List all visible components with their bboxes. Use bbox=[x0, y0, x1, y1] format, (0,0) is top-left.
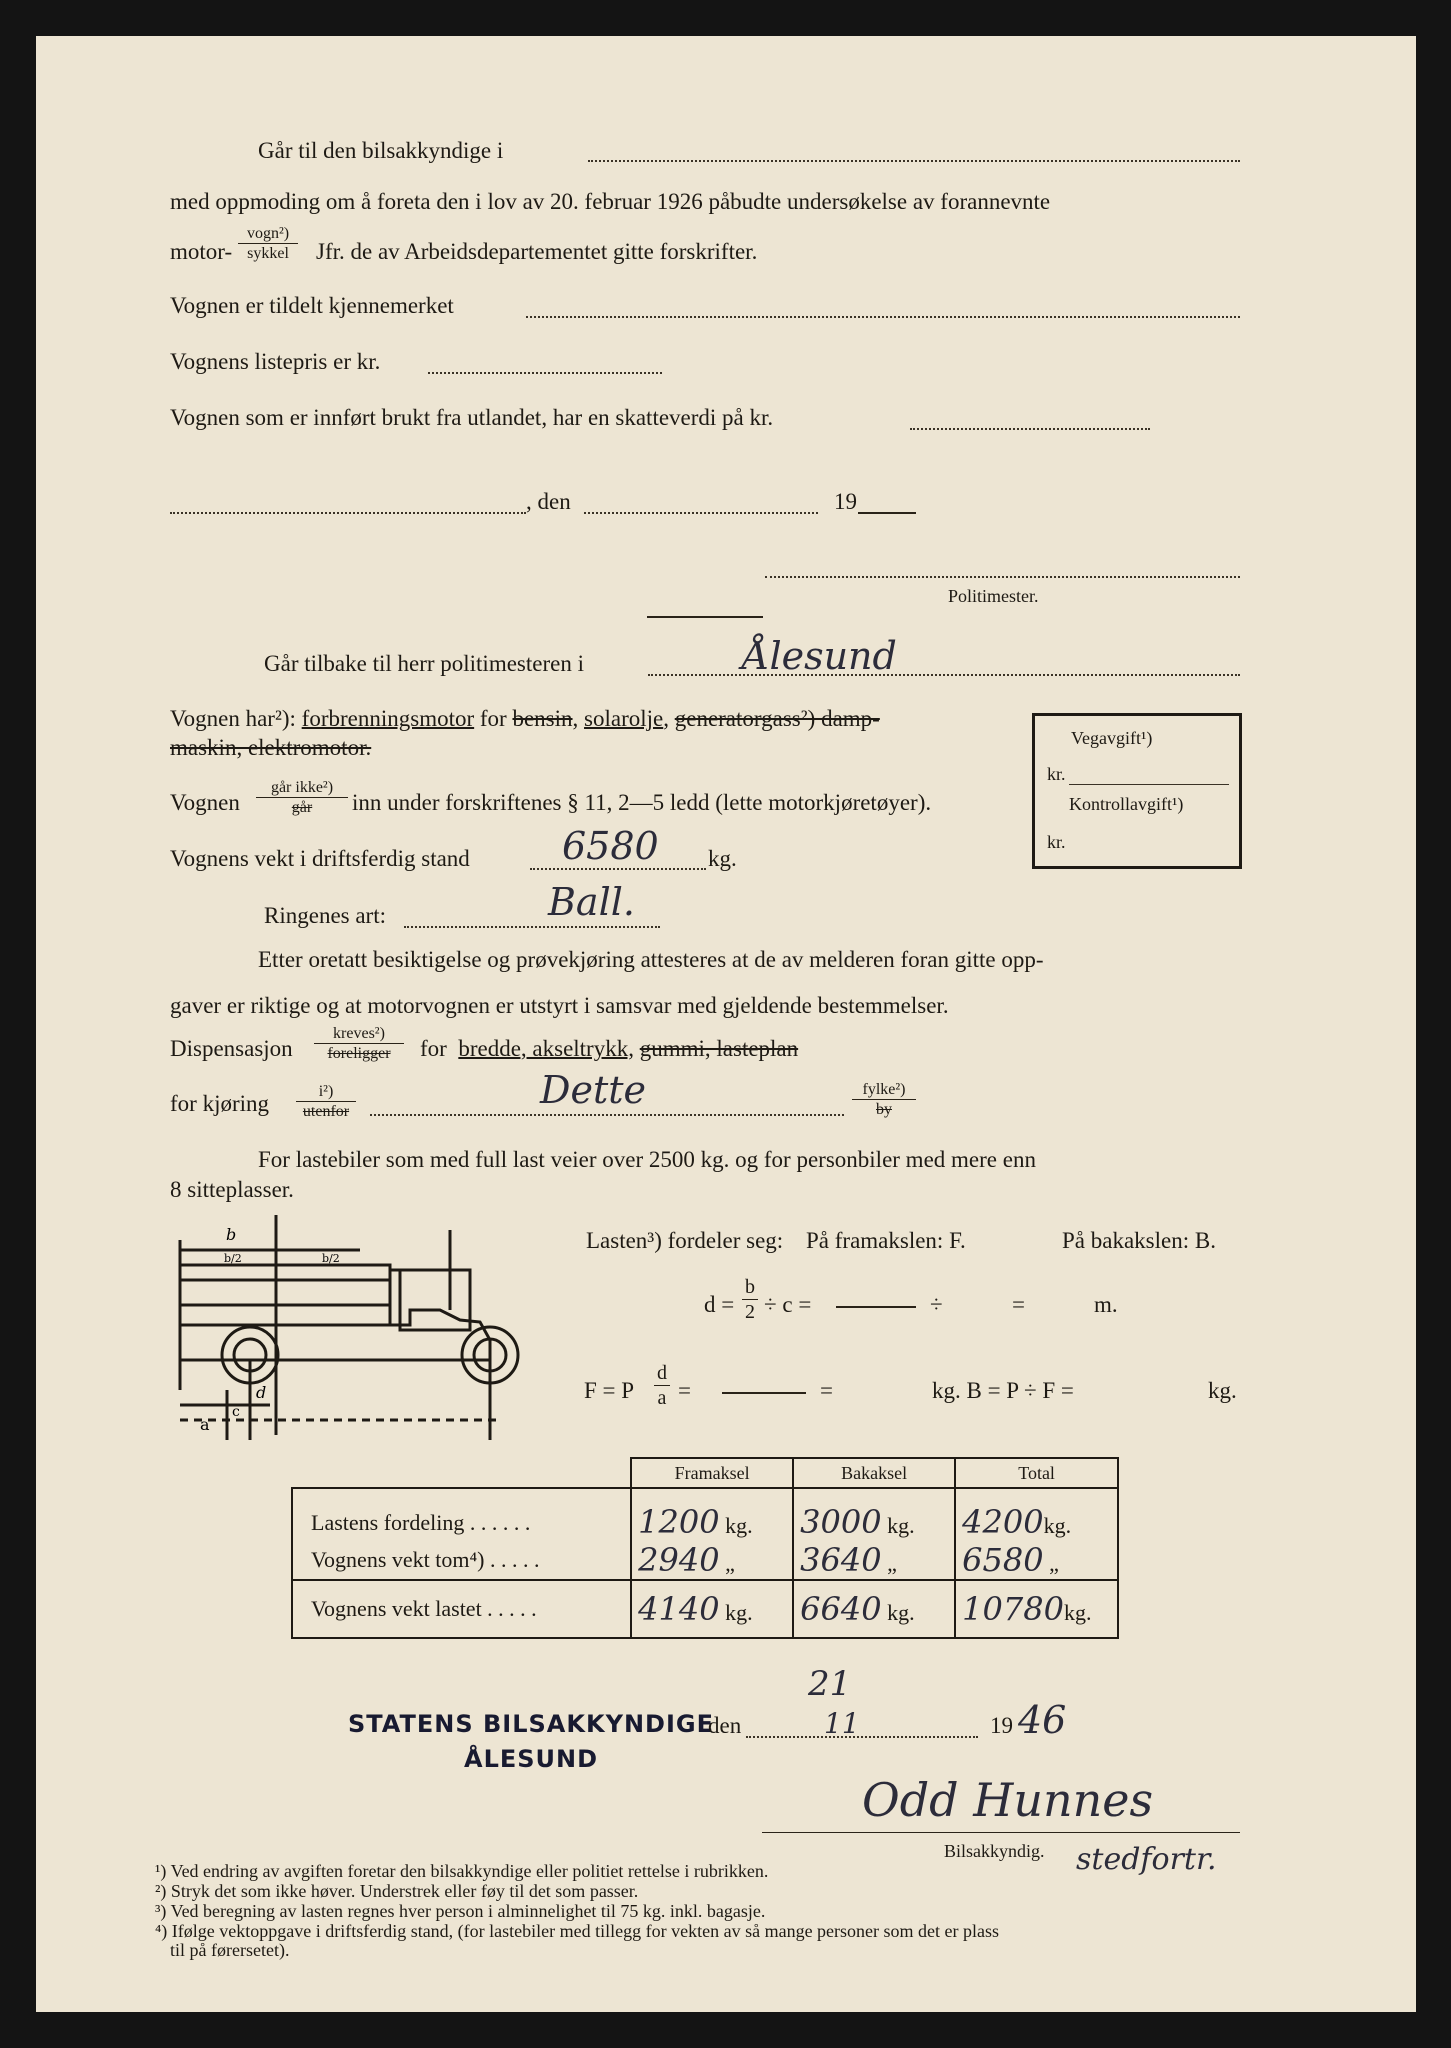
goes-option: går bbox=[291, 799, 313, 816]
listprice-label: Vognens listepris er kr. bbox=[170, 349, 381, 374]
place-field bbox=[170, 512, 526, 514]
listprice-field bbox=[428, 372, 662, 374]
vogn-sykkel-choice bbox=[238, 224, 298, 263]
footnote-2: ²) Stryk det som ikke høver. Understrek eller føy til det som passer. bbox=[155, 1881, 639, 1901]
outside-option: utenfor bbox=[302, 1103, 350, 1120]
driving-field bbox=[370, 1114, 844, 1116]
formula-two: 2 bbox=[745, 1301, 755, 1323]
county-option: fylke²) bbox=[852, 1080, 916, 1100]
formula-eq: = bbox=[1012, 1292, 1025, 1317]
send-to-expert-text: Går til den bilsakkyndige i bbox=[258, 138, 504, 163]
inspection-fee-label: Kontrollavgift¹) bbox=[1069, 794, 1184, 814]
formula-a: a bbox=[657, 1387, 667, 1409]
police-chief-label: Politimester. bbox=[948, 586, 1039, 606]
sykkel-option: sykkel bbox=[247, 245, 289, 262]
formula-kg-end: kg. bbox=[1208, 1378, 1237, 1403]
signature-den: den bbox=[708, 1713, 742, 1738]
weight-value: 6580 bbox=[562, 824, 659, 868]
table-header-row bbox=[292, 1458, 1118, 1488]
road-tax-field bbox=[1069, 784, 1229, 785]
weight-unit: kg. bbox=[708, 846, 737, 871]
attest-line-2: gaver er riktige og at motorvognen er utstyrt i samsvar med gjeldende bestemmelser. bbox=[170, 993, 949, 1018]
formula-m: m. bbox=[1094, 1292, 1118, 1317]
vehicle-label: Vognen bbox=[170, 790, 240, 815]
table-row bbox=[292, 1541, 1118, 1580]
road-tax-kr: kr. bbox=[1047, 764, 1066, 784]
city-option: by bbox=[876, 1101, 892, 1118]
in-out-choice bbox=[296, 1082, 356, 1121]
truck-diagram bbox=[170, 1210, 540, 1446]
diagram-half2: b/2 bbox=[322, 1252, 340, 1265]
formula-b: b bbox=[742, 1275, 758, 1300]
taxvalue-label: Vognen som er innført brukt fra utlandet, har en skatteverdi på kr. bbox=[170, 405, 774, 430]
formula-f-field bbox=[722, 1392, 806, 1394]
tyre-value: Ball. bbox=[548, 880, 635, 924]
dispensation-items bbox=[420, 1035, 798, 1063]
engine-label: Vognen har²): bbox=[170, 706, 296, 731]
engine-line: Vognen har²): forbrenningsmotor for bensin, solarolje, generatorgass²) damp- bbox=[170, 706, 880, 731]
rear-axle-label: På bakakslen: B. bbox=[1062, 1228, 1216, 1253]
goes-not-option: går ikke²) bbox=[256, 778, 348, 798]
expert-place-field bbox=[588, 160, 1240, 162]
signature-year-prefix: 19 bbox=[990, 1713, 1013, 1738]
fuel-electric: maskin, elektromotor. bbox=[170, 735, 372, 760]
formula-minus-c: ÷ c = bbox=[764, 1292, 812, 1317]
attest-line-1: Etter oretatt besiktigelse og prøvekjøring attesteres at de av melderen foran gitte opp- bbox=[258, 947, 1044, 972]
row-label: Vognens vekt lastet . . . . . bbox=[292, 1580, 631, 1638]
driving-value: Dette bbox=[540, 1068, 646, 1112]
cell-value: 3000 kg. bbox=[793, 1488, 955, 1541]
diagram-b-label: b bbox=[226, 1225, 237, 1244]
dispensation-label: Dispensasjon bbox=[170, 1036, 293, 1061]
den-label: , den bbox=[526, 489, 571, 514]
return-text: Går tilbake til herr politimesteren i bbox=[264, 651, 584, 676]
dispensation-width-axle: bredde, akseltrykk, bbox=[458, 1036, 634, 1061]
light-vehicle-text: inn under forskriftenes § 11, 2—5 ledd (lette motorkjøretøyer). bbox=[352, 790, 932, 815]
formula-f-eq: F = P bbox=[584, 1378, 635, 1403]
formula-d-over-a bbox=[654, 1361, 670, 1410]
row-label: Lastens fordeling . . . . . . bbox=[292, 1488, 631, 1541]
stamp-line-1: STATENS BILSAKKYNDIGE bbox=[348, 1710, 714, 1738]
cell-value: 4200kg. bbox=[955, 1488, 1118, 1541]
request-text: med oppmoding om å foreta den i lov av 20. februar 1926 påbudte undersøkelse av forannevnte bbox=[170, 189, 1051, 214]
inside-option: i²) bbox=[296, 1082, 356, 1102]
signature-day: 21 bbox=[808, 1664, 852, 1704]
formula-eq3: = bbox=[820, 1378, 833, 1403]
fuel-combustion: forbrenningsmotor bbox=[301, 706, 475, 731]
formula-d-field bbox=[836, 1306, 916, 1308]
year-prefix: 19 bbox=[834, 489, 857, 514]
vogn-option: vogn²) bbox=[238, 224, 298, 244]
formula-kg-b: kg. B = P ÷ F = bbox=[932, 1378, 1074, 1403]
driving-label: for kjøring bbox=[170, 1091, 270, 1116]
exists-option: foreligger bbox=[327, 1045, 391, 1062]
dispensation-tyre-platform: gummi, lasteplan bbox=[639, 1036, 799, 1061]
cell-value: 6580 „ bbox=[955, 1541, 1118, 1580]
col-front-axle: Framaksel bbox=[631, 1458, 793, 1488]
registration-field bbox=[526, 316, 1240, 318]
fuel-petrol: bensin bbox=[512, 706, 573, 731]
expert-signature-line bbox=[762, 1832, 1240, 1833]
tyre-label: Ringenes art: bbox=[264, 903, 386, 928]
regulations-text: Jfr. de av Arbeidsdepartementet gitte forskrifter. bbox=[316, 239, 758, 264]
formula-d-eq: d = bbox=[704, 1292, 735, 1317]
stamp-line-2: ÅLESUND bbox=[464, 1745, 599, 1773]
formula-div: ÷ bbox=[930, 1292, 943, 1317]
deputy-note: stedfortr. bbox=[1076, 1842, 1217, 1877]
signature-date-field bbox=[746, 1736, 978, 1738]
formula-eq2: = bbox=[678, 1378, 691, 1403]
signature-year: 46 bbox=[1018, 1698, 1067, 1742]
footnote-4: ⁴) Ifølge vektoppgave i driftsferdig stand, (for lastebiler med tillegg for vekten av så mange personer som det er plass bbox=[155, 1921, 1000, 1941]
registration-label: Vognen er tildelt kjennemerket bbox=[170, 293, 454, 318]
taxvalue-field bbox=[910, 428, 1150, 430]
tyre-field bbox=[404, 926, 660, 928]
year-field bbox=[858, 512, 916, 514]
row-label: Vognens vekt tom⁴) . . . . . bbox=[292, 1541, 631, 1580]
cell-value: 3640 „ bbox=[793, 1541, 955, 1580]
section-divider bbox=[647, 616, 763, 618]
footnote-3: ³) Ved beregning av lasten regnes hver person i alminnelighet til 75 kg. inkl. bagasje. bbox=[155, 1901, 766, 1921]
cell-value: 2940 „ bbox=[631, 1541, 793, 1580]
return-place-field bbox=[648, 674, 1240, 676]
col-total: Total bbox=[955, 1458, 1118, 1488]
cell-value: 6640 kg. bbox=[793, 1580, 955, 1638]
date-field bbox=[584, 512, 818, 514]
weight-label: Vognens vekt i driftsferdig stand bbox=[170, 846, 470, 871]
footnote-1: ¹) Ved endring av avgiften foretar den bilsakkyndige eller politiet rettelse i rubrikken. bbox=[155, 1861, 769, 1881]
fee-box bbox=[1032, 713, 1242, 869]
cell-value: 1200 kg. bbox=[631, 1488, 793, 1541]
dispensation-for: for bbox=[420, 1036, 447, 1061]
dispensation-choice bbox=[314, 1024, 404, 1063]
required-option: kreves²) bbox=[314, 1024, 404, 1044]
inspection-fee-kr: kr. bbox=[1047, 832, 1066, 852]
front-axle-label: På framakslen: F. bbox=[806, 1228, 966, 1253]
cell-value: 4140 kg. bbox=[631, 1580, 793, 1638]
truck-text-2: 8 sitteplasser. bbox=[170, 1177, 294, 1202]
diagram-a-label: a bbox=[200, 1415, 210, 1434]
road-tax-label: Vegavgift¹) bbox=[1071, 728, 1153, 748]
fuel-solar-oil: solarolje bbox=[584, 706, 664, 731]
formula-b-over-2 bbox=[742, 1275, 758, 1324]
expert-signature: Odd Hunnes bbox=[862, 1773, 1154, 1827]
return-place-value: Ålesund bbox=[742, 634, 897, 678]
load-table bbox=[291, 1457, 1119, 1639]
truck-text-1: For lastebiler som med full last veier over 2500 kg. og for personbiler med mere enn bbox=[258, 1147, 1036, 1172]
police-signature-field bbox=[765, 576, 1240, 578]
table-row bbox=[292, 1488, 1118, 1541]
fuel-gas-steam: generatorgass²) damp- bbox=[674, 706, 880, 731]
load-distribution-label: Lasten³) fordeler seg: bbox=[586, 1228, 784, 1253]
formula-d: d bbox=[654, 1361, 670, 1386]
table-row bbox=[292, 1580, 1118, 1638]
motor-text: motor- bbox=[170, 239, 233, 264]
fuel-for: for bbox=[479, 706, 507, 731]
weight-field bbox=[530, 868, 706, 870]
diagram-d-label: d bbox=[256, 1383, 267, 1402]
diagram-c-label: c bbox=[232, 1404, 240, 1420]
cell-value: 10780kg. bbox=[955, 1580, 1118, 1638]
col-rear-axle: Bakaksel bbox=[793, 1458, 955, 1488]
goes-choice bbox=[256, 778, 348, 817]
county-city-choice bbox=[852, 1080, 916, 1119]
expert-role: Bilsakkyndig. bbox=[944, 1841, 1045, 1861]
signature-month: 11 bbox=[824, 1707, 860, 1740]
diagram-half1: b/2 bbox=[224, 1252, 242, 1265]
footnote-4-cont: til på førersetet). bbox=[170, 1940, 290, 1960]
